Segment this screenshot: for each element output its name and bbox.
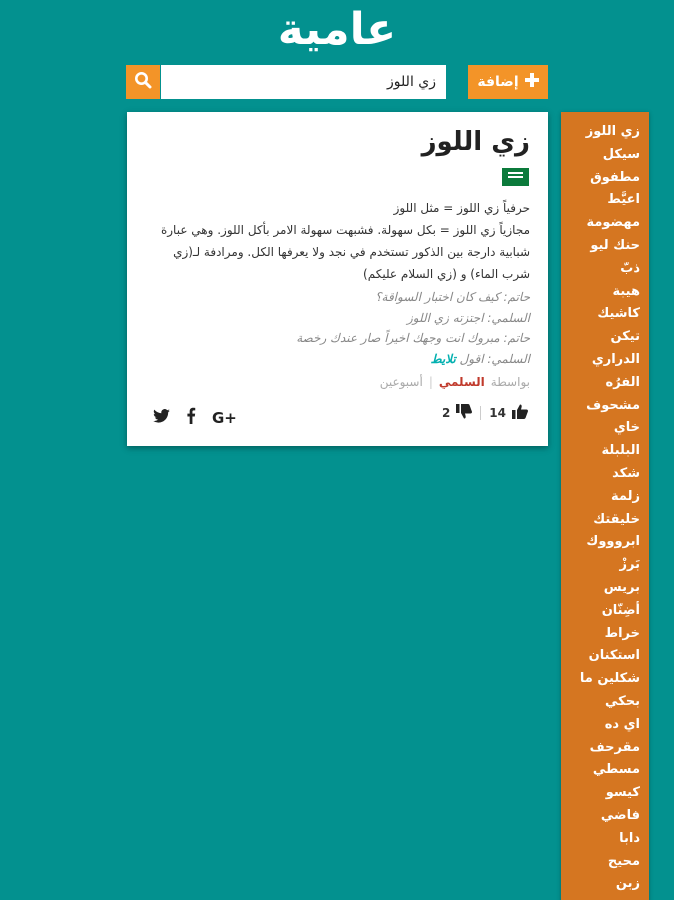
sidebar-word-link[interactable]: محيح: [607, 853, 640, 869]
sidebar-word-link[interactable]: سيكل: [602, 146, 640, 162]
definition-line: مجازياً زي اللوز = بكل سهولة. فشبهت سهولة الامر بأكل اللوز. وهي عبارة شبابية دارجة بين الذكور تستخدم في نجد ولا يعرفها الكل. ومرادفة لـ(زي شرب الماء) و (زي السلام عليكم): [160, 223, 530, 281]
sidebar-word-link[interactable]: فاضي: [600, 807, 640, 823]
dislike-button[interactable]: [456, 404, 472, 422]
sidebar-word-link[interactable]: مطفوق: [590, 169, 640, 185]
sidebar-word-link[interactable]: دابا: [619, 830, 640, 846]
sidebar-word-link[interactable]: مسطي: [592, 762, 640, 778]
byline-prefix: بواسطة: [490, 375, 530, 389]
sidebar-word-link[interactable]: هيبة: [612, 283, 640, 299]
example-line: حاتم: كيف كان اختبار السواقة؟: [375, 290, 530, 304]
sidebar-list: [561, 112, 649, 896]
google-plus-icon[interactable]: G+: [212, 408, 237, 427]
sidebar-word-link[interactable]: كاشيك: [597, 306, 640, 322]
search-input[interactable]: [161, 65, 446, 99]
share-buttons: [153, 407, 237, 428]
like-button[interactable]: [512, 404, 528, 422]
sidebar-word-link[interactable]: مشحوف: [586, 397, 640, 413]
like-count: 14: [489, 406, 506, 420]
site-logo[interactable]: عامية: [277, 4, 397, 55]
example-word-link[interactable]: تلايط: [430, 351, 456, 366]
entry-definition: [144, 197, 530, 285]
sidebar-word-link[interactable]: زلمة: [611, 488, 640, 504]
time-ago: أسبوعين: [379, 375, 423, 389]
sidebar-word-link[interactable]: شكد: [612, 465, 640, 481]
sidebar-word-link[interactable]: اي ده: [604, 716, 640, 732]
sidebar-word-link[interactable]: الفرُه: [605, 374, 640, 390]
sidebar-word-link[interactable]: حنك ليو: [590, 237, 640, 253]
search-button[interactable]: [126, 65, 160, 99]
example-line: [144, 349, 530, 370]
sidebar-word-link[interactable]: زي اللوز: [585, 124, 640, 139]
search-bar: [126, 65, 548, 99]
add-button[interactable]: [468, 65, 548, 99]
example-line: حاتم: مبروك انت وجهك اخيراً صار عندك رخصة: [296, 331, 530, 345]
sidebar-word-link[interactable]: شكلين ما: [579, 671, 640, 687]
sidebar-word-link[interactable]: كيسو: [605, 785, 640, 801]
entry-card: [127, 112, 548, 446]
sidebar-word-link[interactable]: الدراري: [591, 351, 640, 367]
sidebar-word-link[interactable]: بحكي: [605, 693, 640, 709]
byline: [380, 375, 530, 389]
sidebar-word-link[interactable]: ذبّ: [620, 260, 640, 276]
twitter-icon[interactable]: [153, 408, 170, 427]
facebook-icon[interactable]: [186, 407, 196, 428]
search-icon: [134, 71, 152, 93]
sidebar-word-list: [561, 112, 649, 900]
sidebar-word-link[interactable]: أضِنّان: [601, 602, 640, 618]
sidebar-word-link[interactable]: استكنان: [588, 648, 640, 664]
sidebar-word-link[interactable]: اعيَّط: [607, 192, 640, 208]
byline-separator: |: [428, 375, 433, 389]
sidebar-word-link[interactable]: زبن: [615, 876, 640, 892]
author-link[interactable]: السلمي: [438, 375, 485, 389]
sidebar-word-link[interactable]: مقرحف: [589, 739, 640, 755]
vote-divider: [480, 406, 481, 420]
sidebar-word-link[interactable]: مهضومة: [586, 215, 640, 231]
vote-controls: [442, 404, 528, 422]
sidebar-word-link[interactable]: خليقتك: [593, 511, 640, 527]
saudi-flag-icon: [502, 168, 529, 186]
add-button-label: إضافة: [477, 74, 519, 90]
example-line-text: السلمي: اقول: [459, 351, 530, 366]
plus-icon: [525, 73, 539, 91]
entry-word[interactable]: زي اللوز: [421, 127, 530, 157]
dislike-count: 2: [441, 406, 451, 420]
sidebar-word-link[interactable]: خاي: [613, 420, 640, 436]
sidebar-word-link[interactable]: خراط: [604, 625, 640, 641]
sidebar-word-link[interactable]: ابروووك: [586, 534, 640, 550]
definition-line: حرفياً زي اللوز = مثل اللوز: [393, 201, 530, 215]
example-line: السلمي: اجتزته زي اللوز: [406, 310, 530, 325]
sidebar-word-link[interactable]: بَرزْ: [619, 557, 640, 573]
entry-example: [144, 287, 530, 369]
sidebar-word-link[interactable]: بريس: [603, 579, 640, 595]
sidebar-word-link[interactable]: البلبلة: [601, 443, 640, 459]
sidebar-word-link[interactable]: تيكن: [610, 329, 640, 345]
